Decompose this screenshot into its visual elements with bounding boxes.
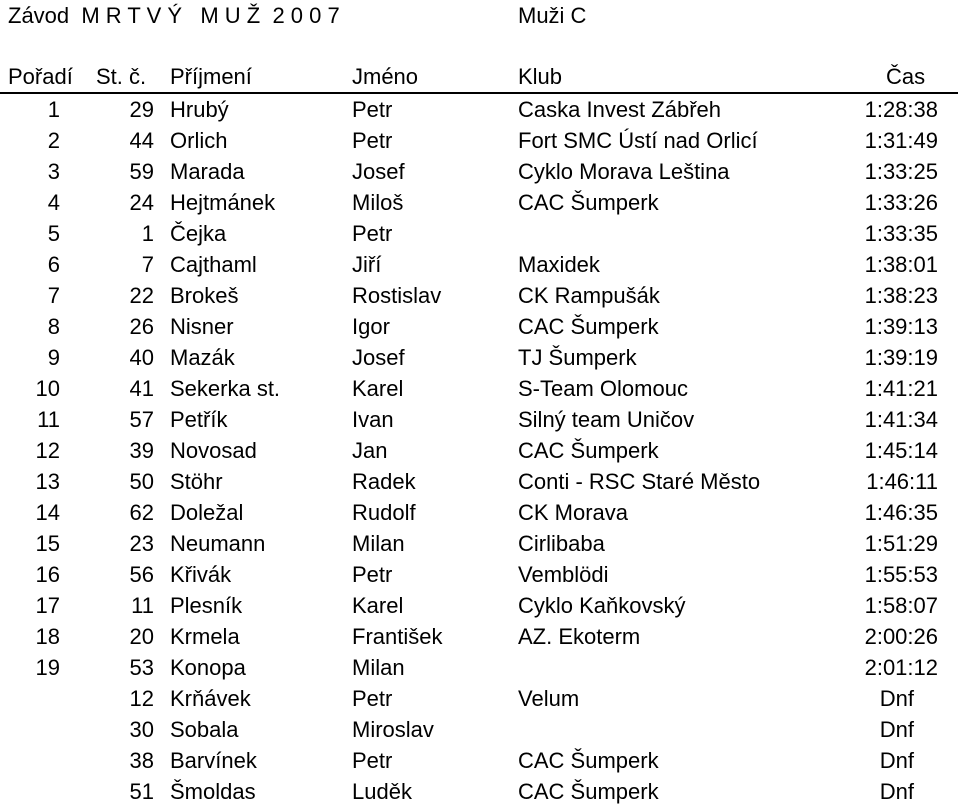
cell-surname: Brokeš [170,283,239,308]
cell-start-number: 7 [141,252,154,277]
table-row [0,497,958,528]
cell-rank: 7 [47,283,60,308]
cell-surname: Konopa [170,655,246,680]
cell-surname: Sobala [170,717,239,742]
cell-surname: Čejka [170,221,227,246]
cell-start-number: 40 [129,345,154,370]
cell-first-name: Igor [352,314,390,339]
cell-surname: Novosad [170,438,257,463]
cell-start-number: 12 [129,686,154,711]
cell-first-name: Petr [352,221,393,246]
cell-rank: 17 [35,593,60,618]
cell-rank [0,776,62,807]
col-header-time: Čas [826,62,958,93]
cell-start-number: 23 [129,531,154,556]
table-row [0,373,958,404]
cell-time: 1:33:25 [864,159,938,184]
cell-club: Vemblödi [518,562,609,587]
cell-start-number: 50 [129,469,154,494]
table-row [0,621,958,652]
col-header-first: Jméno [340,62,506,93]
cell-start-number: 44 [129,128,154,153]
table-row [0,249,958,280]
cell-rank: 15 [35,531,60,556]
table-row [0,404,958,435]
cell-surname: Mazák [170,345,235,370]
table-row [0,435,958,466]
cell-time: 1:41:34 [864,407,938,432]
cell-first-name: Karel [352,593,404,618]
cell-rank: 10 [35,376,60,401]
cell-first-name: Karel [352,376,404,401]
cell-time: 1:45:14 [864,438,938,463]
cell-club [506,652,826,683]
cell-club: CAC Šumperk [518,438,659,463]
cell-rank [0,745,62,776]
cell-first-name: Ivan [352,407,394,432]
cell-rank: 12 [35,438,60,463]
cell-club: S-Team Olomouc [518,376,688,401]
cell-rank: 6 [47,252,60,277]
table-row [0,714,958,745]
cell-rank: 11 [37,407,60,432]
cell-first-name: Petr [352,128,393,153]
cell-surname: Nisner [170,314,234,339]
cell-start-number: 57 [129,407,154,432]
cell-club: Cirlibaba [518,531,605,556]
cell-time: 1:55:53 [864,562,938,587]
cell-first-name: Milan [352,655,405,680]
cell-surname: Barvínek [170,748,257,773]
cell-rank: 2 [47,128,60,153]
cell-surname: Cajthaml [170,252,257,277]
cell-start-number: 41 [129,376,154,401]
table-row [0,466,958,497]
cell-rank [0,714,62,745]
cell-rank: 8 [47,314,60,339]
cell-start-number: 1 [141,221,154,246]
cell-first-name: Radek [352,469,416,494]
cell-rank [0,683,62,714]
cell-club: Cyklo Morava Leština [518,159,730,184]
cell-time: 1:33:35 [864,221,938,246]
cell-first-name: Petr [352,562,393,587]
table-body [0,93,958,807]
cell-rank: 18 [35,624,60,649]
cell-first-name: Petr [352,686,393,711]
cell-time: Dnf [879,717,914,742]
cell-start-number: 59 [129,159,154,184]
cell-time: Dnf [879,748,914,773]
cell-first-name: Miloš [352,190,404,215]
table-row [0,776,958,807]
cell-club: CAC Šumperk [518,314,659,339]
cell-first-name: Josef [352,159,405,184]
cell-start-number: 62 [129,500,154,525]
cell-first-name: Jiří [352,252,382,277]
category-label: Muži C [518,3,587,28]
header-row [0,62,958,93]
cell-club: Velum [518,686,580,711]
cell-club: CK Morava [518,500,629,525]
cell-first-name: Milan [352,531,405,556]
table-row [0,156,958,187]
table-row [0,590,958,621]
cell-start-number: 22 [129,283,154,308]
cell-first-name: Petr [352,748,393,773]
results-table [0,62,958,807]
cell-rank: 19 [35,655,60,680]
cell-club: Caska Invest Zábřeh [518,97,721,122]
cell-rank: 1 [47,97,60,122]
cell-surname: Krňávek [170,686,251,711]
cell-first-name: Rudolf [352,500,416,525]
col-header-surname: Příjmení [158,62,340,93]
table-row [0,280,958,311]
cell-start-number: 26 [129,314,154,339]
cell-time: 2:01:12 [864,655,938,680]
cell-surname: Hrubý [170,97,229,122]
cell-start-number: 51 [129,779,154,804]
cell-surname: Křivák [170,562,232,587]
col-header-rank: Pořadí [0,62,62,93]
cell-first-name: Rostislav [352,283,442,308]
cell-club: Fort SMC Ústí nad Orlicí [518,128,758,153]
cell-start-number: 39 [129,438,154,463]
cell-surname: Krmela [170,624,240,649]
cell-first-name: Luděk [352,779,412,804]
cell-first-name: Miroslav [352,717,434,742]
table-row [0,745,958,776]
cell-first-name: František [352,624,443,649]
cell-surname: Marada [170,159,245,184]
cell-start-number: 29 [129,97,154,122]
cell-start-number: 56 [129,562,154,587]
cell-time: 1:28:38 [864,97,938,122]
cell-surname: Plesník [170,593,243,618]
cell-time: 1:33:26 [864,190,938,215]
table-row [0,187,958,218]
cell-surname: Stöhr [170,469,223,494]
cell-club: TJ Šumperk [518,345,637,370]
cell-rank: 16 [35,562,60,587]
cell-surname: Sekerka st. [170,376,281,401]
cell-rank: 5 [47,221,60,246]
cell-time: 1:39:19 [864,345,938,370]
cell-surname: Hejtmánek [170,190,276,215]
cell-start-number: 11 [131,593,154,618]
cell-club: Maxidek [518,252,600,277]
cell-surname: Orlich [170,128,228,153]
cell-first-name: Petr [352,97,393,122]
cell-surname: Doležal [170,500,244,525]
table-row [0,342,958,373]
cell-club: CAC Šumperk [518,190,659,215]
title-row [0,0,960,31]
cell-time: 1:51:29 [864,531,938,556]
cell-start-number: 24 [129,190,154,215]
cell-time: 1:38:01 [864,252,938,277]
cell-rank: 14 [35,500,60,525]
cell-time: Dnf [879,779,914,804]
race-title: Závod M R T V Ý M U Ž 2 0 0 7 [8,3,340,28]
cell-start-number: 53 [129,655,154,680]
cell-time: 1:39:13 [864,314,938,339]
cell-rank: 3 [47,159,60,184]
cell-surname: Šmoldas [170,779,256,804]
table-header [0,62,958,93]
table-row [0,218,958,249]
table-row [0,528,958,559]
cell-time: 1:46:11 [866,469,938,494]
cell-time: 1:41:21 [864,376,938,401]
cell-time: Dnf [879,686,914,711]
cell-time: 1:38:23 [864,283,938,308]
cell-club [506,218,826,249]
cell-first-name: Jan [352,438,388,463]
cell-start-number: 38 [129,748,154,773]
cell-club: CAC Šumperk [518,748,659,773]
cell-club: AZ. Ekoterm [518,624,641,649]
cell-club [506,714,826,745]
col-header-club: Klub [506,62,826,93]
cell-time: 1:58:07 [864,593,938,618]
cell-time: 1:31:49 [864,128,938,153]
cell-club: Conti - RSC Staré Město [518,469,761,494]
cell-start-number: 20 [129,624,154,649]
cell-time: 1:46:35 [864,500,938,525]
table-row [0,125,958,156]
cell-start-number: 30 [129,717,154,742]
table-row [0,311,958,342]
table-row [0,683,958,714]
cell-first-name: Josef [352,345,405,370]
table-row [0,559,958,590]
cell-club: Cyklo Kaňkovský [518,593,686,618]
cell-club: CK Rampušák [518,283,660,308]
cell-surname: Petřík [170,407,228,432]
table-row [0,93,958,125]
cell-rank: 13 [35,469,60,494]
cell-rank: 9 [47,345,60,370]
cell-time: 2:00:26 [864,624,938,649]
col-header-start: St. č. [62,62,158,93]
cell-surname: Neumann [170,531,266,556]
cell-rank: 4 [47,190,60,215]
cell-club: Silný team Uničov [518,407,695,432]
table-row [0,652,958,683]
cell-club: CAC Šumperk [518,779,659,804]
